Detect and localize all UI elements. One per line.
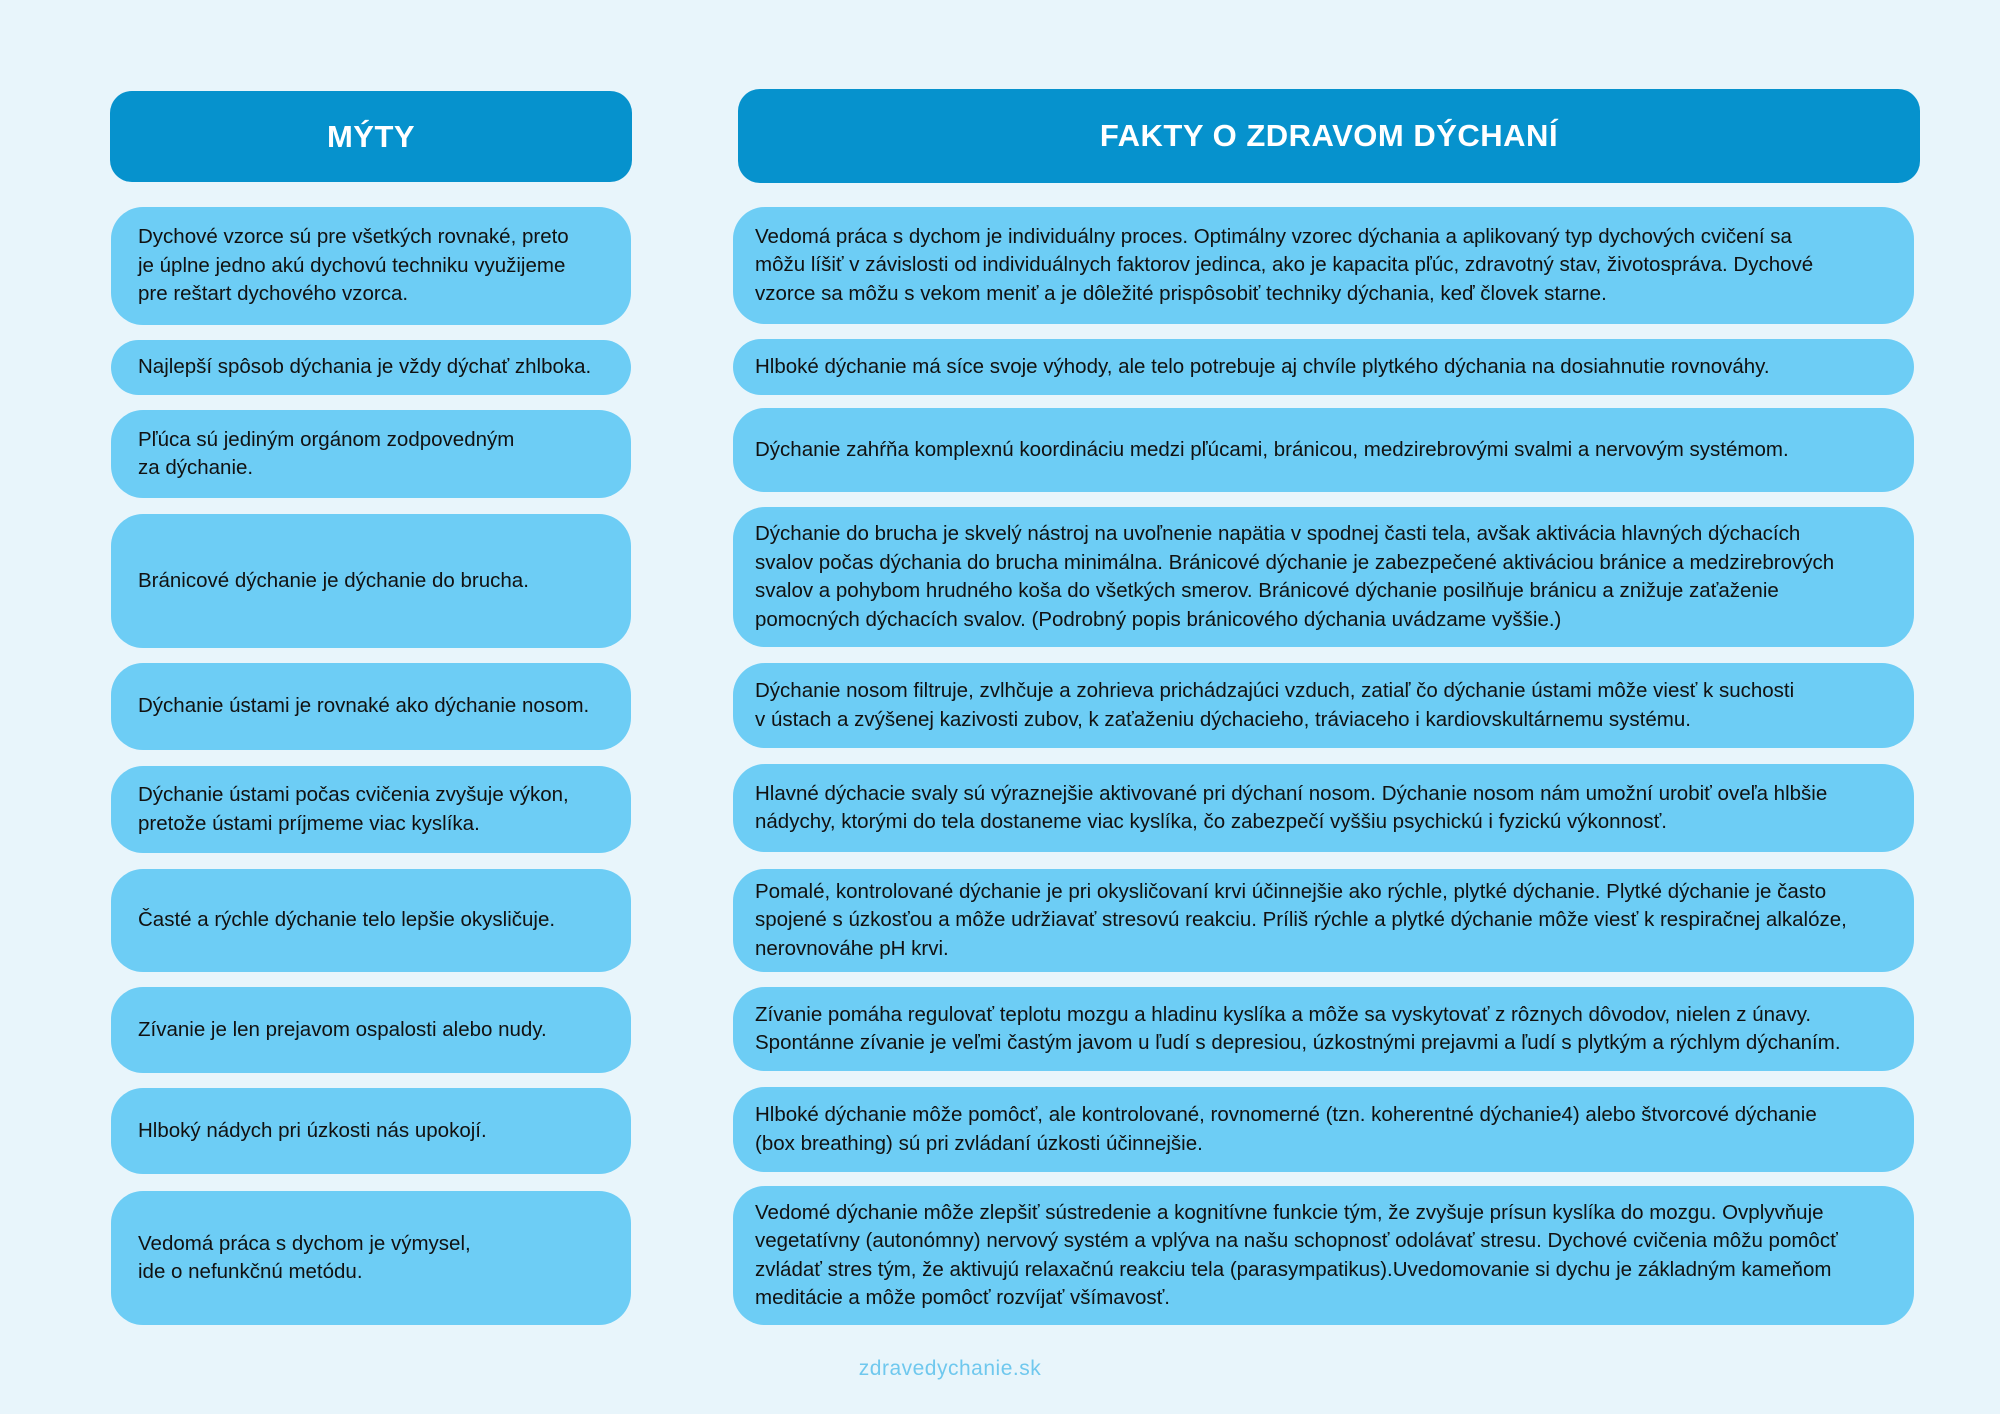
fact-card (733, 207, 1914, 324)
myth-text: Najlepší spôsob dýchania je vždy dýchať zhlboka. (138, 355, 592, 379)
myth-card (111, 340, 631, 395)
myth-card (111, 1088, 631, 1174)
facts-header (738, 89, 1920, 183)
fact-card (733, 764, 1914, 852)
fact-card (733, 408, 1914, 492)
myth-text: Pľúca sú jediným orgánom zodpovedným za dýchanie. (138, 427, 515, 479)
fact-card (733, 507, 1914, 647)
facts-header-title: FAKTY O ZDRAVOM DÝCHANÍ (1099, 118, 1559, 153)
fact-text: Dýchanie zahŕňa komplexnú koordináciu medzi pľúcami, bránicou, medzirebrovými svalmi a nervovým systémom. (755, 437, 1789, 461)
fact-card (733, 663, 1914, 748)
myth-card (111, 766, 631, 853)
myth-text: Zívanie je len prejavom ospalosti alebo nudy. (138, 1017, 547, 1041)
fact-text: Pomalé, kontrolované dýchanie je pri okysličovaní krvi účinnejšie ako rýchle, plytké dýchanie. Plytké dýchanie je často spojené s úzkosťou a môže udržiavať stresovú reakciu. Príliš rýchle a plytké dýchanie môže viesť k respiračnej alkalóze, nerovnováhe pH krvi. (755, 879, 1847, 960)
myths-header (110, 91, 632, 182)
fact-card (733, 1186, 1914, 1325)
myths-header-title: MÝTY (326, 118, 416, 154)
fact-text: Hlavné dýchacie svaly sú výraznejšie aktivované pri dýchaní nosom. Dýchanie nosom nám umožní urobiť oveľa hlbšie nádychy, ktorými do tela dostaneme viac kyslíka, čo zabezpečí vyššiu psychickú i fyzickú výkonnosť. (755, 781, 1828, 833)
myth-text: Bránicové dýchanie je dýchanie do brucha. (138, 568, 529, 592)
myth-text: Dychové vzorce sú pre všetkých rovnaké, preto je úplne jedno akú dychovú techniku využijeme pre reštart dychového vzorca. (138, 225, 569, 306)
myth-text: Vedomá práca s dychom je výmysel, ide o nefunkčnú metódu. (138, 1231, 471, 1283)
fact-text: Vedomá práca s dychom je individuálny proces. Optimálny vzorec dýchania a aplikovaný typ dychových cvičení sa môžu líšiť v závislosti od individuálnych faktorov jedinca, ako je kapacita pľúc, zdravotný stav, životospráva. Dychové vzorce sa môžu s vekom meniť a je dôležité prispôsobiť techniky dýchania, keď človek starne. (755, 224, 1814, 305)
fact-text: Dýchanie do brucha je skvelý nástroj na uvoľnenie napätia v spodnej časti tela, avšak aktivácia hlavných dýchacích svalov počas dýchania do brucha minimálna. Bránicové dýchanie je zabezpečené aktiváciou bránice a medzirebrových svalov a pohybom hrudného koša do všetkých smerov. Bránicové dýchanie posilňuje bránicu a znižuje zaťaženie pomocných dýchacích svalov. (Podrobný popis bránicového dýchania uvádzame vyššie.) (755, 522, 1835, 631)
myth-text: Časté a rýchle dýchanie telo lepšie okysličuje. (138, 908, 556, 932)
fact-text: Vedomé dýchanie môže zlepšiť sústredenie a kognitívne funkcie tým, že zvyšuje prísun kyslíka do mozgu. Ovplyvňuje vegetatívny (autonómny) nervový systém a vplýva na našu schopnosť odolávať stresu. Dychové cvičenia môžu pomôcť zvládať stres tým, že aktivujú relaxačnú reakciu tela (parasympatikus).Uvedomovanie si dychu je základným kameňom meditácie a môže pomôcť rozvíjať všímavosť. (755, 1200, 1838, 1309)
myth-card (111, 1191, 631, 1325)
fact-text: Dýchanie nosom filtruje, zvlhčuje a zohrieva prichádzajúci vzduch, zatiaľ čo dýchanie ústami môže viesť k suchosti v ústach a zvýšenej kazivosti zubov, k zaťaženiu dýchacieho, tráviaceho i kardiovskultárnemu systému. (755, 679, 1795, 731)
fact-text: Hlboké dýchanie má síce svoje výhody, ale telo potrebuje aj chvíle plytkého dýchania na dosiahnutie rovnováhy. (755, 354, 1770, 378)
myth-card (111, 869, 631, 972)
myth-card (111, 514, 631, 648)
myth-text: Dýchanie ústami je rovnaké ako dýchanie nosom. (138, 694, 590, 718)
myth-text: Dýchanie ústami počas cvičenia zvyšuje výkon, pretože ústami príjmeme viac kyslíka. (138, 783, 569, 835)
myth-card (111, 410, 631, 498)
fact-card (733, 987, 1914, 1071)
myth-text: Hlboký nádych pri úzkosti nás upokojí. (138, 1118, 487, 1142)
myth-card (111, 663, 631, 750)
fact-card (733, 339, 1914, 395)
myth-card (111, 207, 631, 325)
fact-card (733, 1087, 1914, 1172)
fact-text: Hlboké dýchanie môže pomôcť, ale kontrolované, rovnomerné (tzn. koherentné dýchanie4) alebo štvorcové dýchanie (box breathing) sú pri zvládaní úzkosti účinnejšie. (755, 1103, 1817, 1155)
footer-website: zdravedychanie.sk (858, 1357, 1042, 1380)
fact-text: Zívanie pomáha regulovať teplotu mozgu a hladinu kyslíka a môže sa vyskytovať z rôznych dôvodov, nielen z únavy. Spontánne zívanie je veľmi častým javom u ľudí s depresiou, úzkostnými prejavmi a ľudí s plytkým a rýchlym dýchaním. (755, 1002, 1841, 1054)
myth-card (111, 987, 631, 1073)
fact-card (733, 869, 1914, 972)
